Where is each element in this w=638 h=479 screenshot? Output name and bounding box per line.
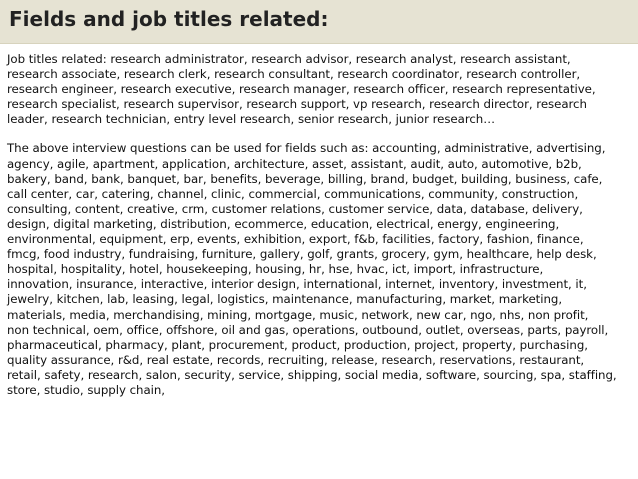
text-line: bakery, band, bank, banquet, bar, benefits, beverage, billing, brand, budget, building, business, cafe,	[7, 171, 603, 186]
text-line: hospital, hospitality, hotel, housekeeping, housing, hr, hse, hvac, ict, import, infrastructure,	[7, 262, 544, 277]
text-line: agency, agile, apartment, application, architecture, asset, assistant, audit, auto, automotive, b2b,	[7, 156, 582, 171]
text-line: innovation, insurance, interactive, interior design, international, internet, inventory, investment, it,	[7, 277, 587, 292]
text-line: leader, research technician, entry level research, senior research, junior research…	[7, 112, 495, 127]
title-bar	[0, 0, 638, 44]
page-title: Fields and job titles related:	[9, 7, 329, 31]
text-line: non technical, oem, office, offshore, oil and gas, operations, outbound, outlet, overseas, parts, payroll,	[7, 322, 609, 337]
text-line: jewelry, kitchen, lab, leasing, legal, logistics, maintenance, manufacturing, market, marketing,	[7, 292, 563, 307]
paragraph-gap	[7, 127, 633, 141]
text-line: fmcg, food industry, fundraising, furniture, gallery, golf, grants, grocery, gym, healthcare, help desk,	[7, 247, 597, 262]
text-line: research specialist, research supervisor, research support, vp research, research director, research	[7, 97, 587, 112]
text-line: retail, safety, research, salon, security, service, shipping, social media, software, sourcing, spa, staffing,	[7, 367, 617, 382]
text-line: research associate, research clerk, research consultant, research coordinator, research controller,	[7, 67, 581, 82]
job-titles-paragraph	[7, 52, 633, 127]
slide-body	[7, 52, 633, 398]
text-line: consulting, content, creative, crm, customer relations, customer service, data, database, delivery,	[7, 201, 583, 216]
text-line: The above interview questions can be used for fields such as: accounting, administrative, advertising,	[7, 141, 606, 156]
text-line: materials, media, merchandising, mining, mortgage, music, network, new car, ngo, nhs, non profit,	[7, 307, 589, 322]
text-line: store, studio, supply chain,	[7, 382, 165, 397]
text-line: Job titles related: research administrator, research advisor, research analyst, research assistant,	[7, 52, 571, 66]
text-line: design, digital marketing, distribution, ecommerce, education, electrical, energy, engineering,	[7, 216, 560, 231]
fields-paragraph	[7, 141, 633, 398]
text-line: environmental, equipment, erp, events, exhibition, export, f&b, facilities, factory, fashion, finance,	[7, 232, 584, 247]
text-line: pharmaceutical, pharmacy, plant, procurement, product, production, project, property, purchasing,	[7, 337, 588, 352]
text-line: research engineer, research executive, research manager, research officer, research representative,	[7, 82, 596, 97]
text-line: call center, car, catering, channel, clinic, commercial, communications, community, construction,	[7, 186, 579, 201]
text-line: quality assurance, r&d, real estate, records, recruiting, release, research, reservations, restaurant,	[7, 352, 585, 367]
